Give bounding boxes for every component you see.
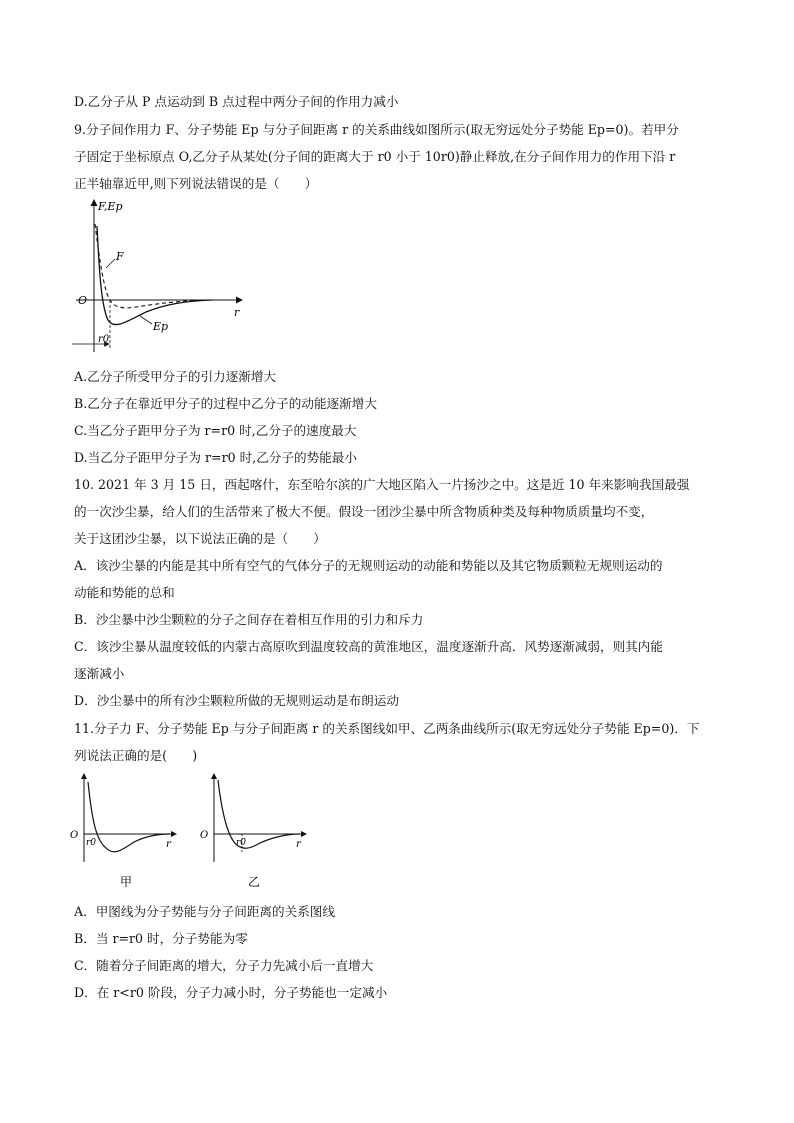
q9-option-b: B.乙分子在靠近甲分子的过程中乙分子的动能逐渐增大 bbox=[74, 396, 377, 411]
q8-option-d: D.乙分子从 P 点运动到 B 点过程中两分子间的作用力减小 bbox=[74, 94, 399, 109]
q10-option-c: C．该沙尘暴从温度较低的内蒙古高原吹到温度较高的黄淮地区，温度逐渐升高．风势逐渐减弱，则其内能 bbox=[74, 639, 663, 654]
q11-stem-line-2: 列说法正确的是( ) bbox=[74, 748, 198, 763]
q9-x-axis-label: r bbox=[234, 306, 240, 319]
q9-ep-curve bbox=[97, 226, 212, 325]
q9-option-d: D.当乙分子距甲分子为 r=r0 时,乙分子的势能最小 bbox=[74, 450, 357, 465]
q10-option-d: D．沙尘暴中的所有沙尘颗粒所做的无规则运动是布朗运动 bbox=[74, 693, 399, 708]
q10-option-a: A．该沙尘暴的内能是其中所有空气的气体分子的无规则运动的动能和势能以及其它物质颗粒无规则运动的 bbox=[74, 558, 663, 573]
q10-option-b: B．沙尘暴中沙尘颗粒的分子之间存在着相互作用的引力和斥力 bbox=[74, 612, 424, 627]
jia-origin-label: O bbox=[70, 830, 79, 841]
jia-curve bbox=[88, 782, 170, 852]
q9-f-leader bbox=[106, 259, 115, 268]
yi-caption: 乙 bbox=[248, 875, 261, 889]
q9-ep-label: Ep bbox=[153, 320, 169, 333]
q9-option-c: C.当乙分子距甲分子为 r=r0 时,乙分子的速度最大 bbox=[74, 423, 357, 438]
q10-line-2: 的一次沙尘暴，给人们的生活带来了极大不便。假设一团沙尘暴中所含物质种类及每种物质质量均不变， bbox=[74, 504, 654, 519]
yi-curve bbox=[218, 780, 300, 848]
q9-r0-label: r0 bbox=[98, 334, 110, 345]
q10-option-c-cont: 逐渐减小 bbox=[74, 666, 125, 681]
q9-y-axis-label: F,Ep bbox=[98, 200, 123, 213]
q9-option-a: A.乙分子所受甲分子的引力逐渐增大 bbox=[74, 369, 277, 384]
q11-figure-yi bbox=[196, 770, 316, 892]
yi-r0-label: r0 bbox=[236, 838, 247, 848]
yi-x-axis-label: r bbox=[296, 839, 301, 850]
q10-option-a-cont: 动能和势能的总和 bbox=[74, 585, 175, 600]
q10-line-3: 关于这团沙尘暴，以下说法正确的是（ ） bbox=[74, 531, 326, 546]
q11-figure-jia bbox=[66, 770, 186, 892]
q9-f-curve bbox=[95, 224, 206, 308]
jia-caption: 甲 bbox=[120, 875, 133, 889]
q9-figure bbox=[66, 196, 252, 360]
yi-origin-label: O bbox=[200, 830, 209, 841]
jia-r0-label: r0 bbox=[86, 838, 97, 848]
q11-option-b: B．当 r=r0 时，分子势能为零 bbox=[74, 931, 248, 946]
q9-ep-leader bbox=[140, 316, 152, 324]
q9-stem-line-2: 子固定于坐标原点 O,乙分子从某处(分子间的距离大于 r0 小于 10r0)静止释放,在分子间作用力的作用下沿 r bbox=[74, 149, 676, 164]
jia-x-axis-label: r bbox=[166, 839, 171, 850]
q11-stem-line-1: 11.分子力 F、分子势能 Ep 与分子间距离 r 的关系图线如甲、乙两条曲线所示(取无穷远处分子势能 Ep=0)．下 bbox=[74, 721, 700, 736]
q9-f-label: F bbox=[116, 250, 124, 263]
q11-option-c: C．随着分子间距离的增大，分子力先减小后一直增大 bbox=[74, 958, 374, 973]
q10-line-1: 10. 2021 年 3 月 15 日，西起喀什，东至哈尔滨的广大地区陷入一片扬沙之中。这是近 10 年来影响我国最强 bbox=[74, 477, 690, 492]
q9-origin-label: O bbox=[78, 294, 88, 307]
q11-option-a: A．甲图线为分子势能与分子间距离的关系图线 bbox=[74, 904, 335, 919]
q9-stem-line-3: 正半轴靠近甲,则下列说法错误的是（ ） bbox=[74, 176, 318, 191]
q11-option-d: D．在 r<r0 阶段，分子力减小时，分子势能也一定减小 bbox=[74, 985, 388, 1000]
q9-stem-line-1: 9.分子间作用力 F、分子势能 Ep 与分子间距离 r 的关系曲线如图所示(取无穷远处分子势能 Ep=0)。若甲分 bbox=[74, 122, 679, 137]
